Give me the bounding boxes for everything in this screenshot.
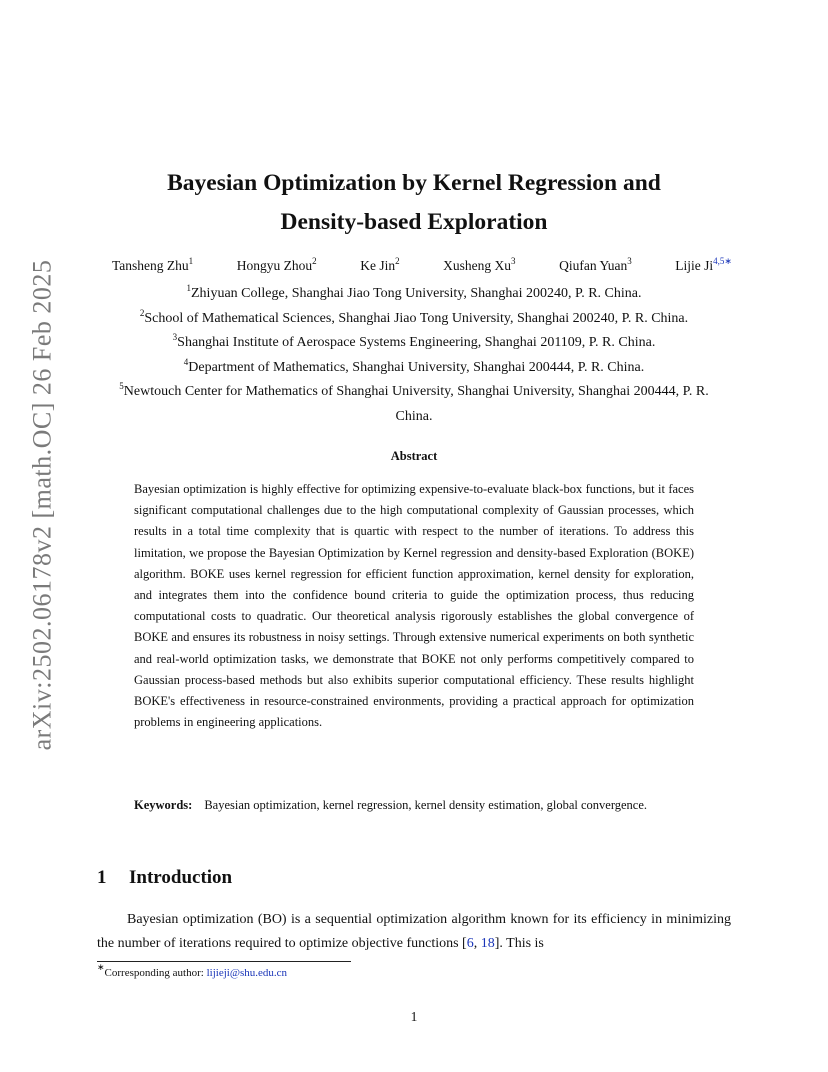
affiliation-list [80, 282, 748, 429]
footnote-rule [97, 961, 351, 962]
author-sup: 2 [395, 256, 400, 266]
citation-separator: , [473, 936, 481, 951]
author [360, 258, 399, 274]
footnote-marker: ∗ [97, 962, 105, 972]
affiliation-text: Shanghai Institute of Aerospace Systems Engineering, Shanghai 201109, P. R. China. [177, 335, 656, 350]
paper-title [100, 164, 728, 242]
author-name: Qiufan Yuan [559, 258, 628, 273]
arxiv-stamp [14, 259, 70, 751]
affiliation [80, 331, 748, 356]
author-sup: 3 [627, 256, 632, 266]
affiliation-sup: 1 [186, 283, 191, 293]
page-number: 1 [410, 1009, 418, 1024]
affiliation [80, 282, 748, 307]
author-name: Ke Jin [360, 258, 396, 273]
author-sup: 4,5∗ [713, 256, 732, 266]
footnote-label: Corresponding author: [104, 967, 207, 979]
section-heading [97, 867, 232, 889]
author-sup: 3 [511, 256, 516, 266]
abstract-heading: Abstract [390, 449, 438, 463]
affiliation-text: Zhiyuan College, Shanghai Jiao Tong University, Shanghai 200240, P. R. China. [191, 286, 642, 301]
affiliation-text: School of Mathematical Sciences, Shanghai Jiao Tong University, Shanghai 200240, P. R. China. [144, 310, 689, 326]
keywords-label: Keywords: [134, 798, 193, 812]
author [559, 258, 632, 274]
affiliation-text: Newtouch Center for Mathematics of Shanghai University, Shanghai University, Shanghai 200444, P. R. China. [123, 384, 709, 424]
author-sup: 2 [312, 256, 317, 266]
keywords-text: Bayesian optimization, kernel regression, kernel density estimation, global convergence. [204, 798, 648, 812]
author [112, 258, 193, 274]
affiliation-sup: 4 [183, 356, 189, 367]
intro-text-before: Bayesian optimization (BO) is a sequential optimization algorithm known for its efficiency in minimizing the number of iterations required to optimize objective functions [ [97, 912, 731, 951]
author-name: Lijie Ji [675, 258, 714, 273]
author-sup: 1 [188, 256, 194, 266]
citation-link[interactable]: 18 [480, 936, 495, 951]
affiliation-sup: 2 [139, 307, 145, 318]
affiliation [114, 380, 714, 429]
email-link[interactable]: lijieji@shu.edu.cn [206, 967, 287, 979]
affiliation-sup: 5 [119, 381, 124, 391]
affiliation [80, 356, 748, 381]
affiliation [80, 307, 748, 332]
section-title: Introduction [129, 867, 233, 888]
title-line-2: Density-based Exploration [280, 209, 548, 235]
intro-text [97, 908, 731, 956]
citation-link[interactable]: 6 [466, 936, 474, 951]
arxiv-id[interactable]: arXiv:2502.06178v2 [math.OC] 26 Feb 2025 [27, 259, 56, 751]
title-line-1: Bayesian Optimization by Kernel Regression and [167, 170, 661, 196]
author [443, 258, 515, 274]
footnote [97, 962, 697, 979]
intro-text-after: ]. This is [494, 936, 544, 951]
intro-paragraph [97, 908, 731, 956]
affiliation-text: Department of Mathematics, Shanghai University, Shanghai 200444, P. R. China. [188, 359, 645, 375]
section-number: 1 [97, 867, 107, 888]
author-name: Tansheng Zhu [112, 258, 189, 273]
author [675, 258, 732, 274]
abstract-body: Bayesian optimization is highly effective for optimizing expensive-to-evaluate black-box functions, but it faces significant computational challenges due to the high computational complexity of Gaussian processes, which results in a total time complexity that is quartic with respect to the number of iterations. To address this limitation, we propose the Bayesian Optimization by Kernel regression and density-based Exploration (BOKE) algorithm. BOKE uses kernel regression for efficient function approximation, kernel density for exploration, and integrates them into the confidence bound criteria to guide the optimization process, thus reducing computational costs to quadratic. Our theoretical analysis rigorously establishes the global convergence of BOKE and ensures its robustness in noisy settings. Through extensive numerical experiments on both synthetic and real-world optimization tasks, we demonstrate that BOKE not only performs competitively compared to Gaussian process-based methods but also exhibits superior computational efficiency. These results highlight BOKE's effectiveness in resource-constrained environments, providing a practical approach for optimization problems in engineering applications. [134, 482, 694, 730]
author-list [112, 258, 732, 274]
author [237, 258, 317, 274]
keywords [134, 795, 694, 817]
author-name: Hongyu Zhou [236, 258, 313, 273]
affiliation-sup: 3 [172, 332, 178, 342]
author-name: Xusheng Xu [443, 258, 512, 273]
